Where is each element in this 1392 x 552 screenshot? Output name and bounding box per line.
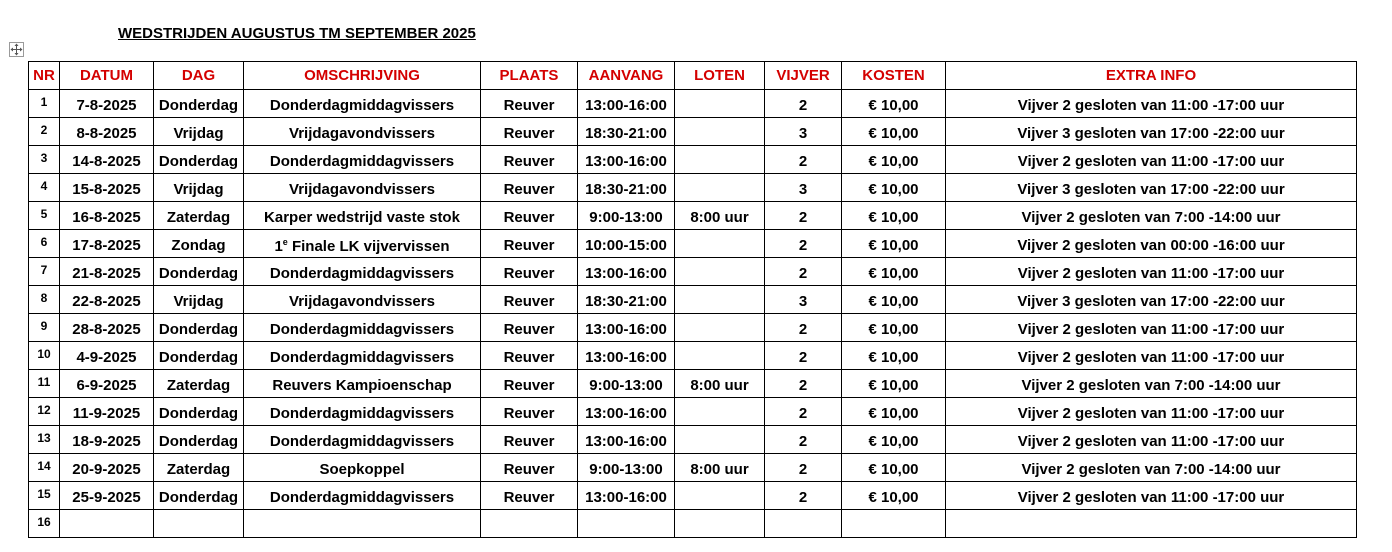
cell-datum[interactable]: 14-8-2025 <box>60 146 154 174</box>
cell-nr[interactable]: 11 <box>29 370 60 398</box>
cell-loten[interactable] <box>675 230 765 258</box>
cell-plaats[interactable]: Reuver <box>481 286 578 314</box>
cell-datum[interactable]: 11-9-2025 <box>60 398 154 426</box>
page-title: WEDSTRIJDEN AUGUSTUS TM SEPTEMBER 2025 <box>118 25 476 42</box>
cell-nr[interactable]: 8 <box>29 286 60 314</box>
cell-datum[interactable]: 21-8-2025 <box>60 258 154 286</box>
cell-omschrijving[interactable]: Donderdagmiddagvissers <box>244 90 481 118</box>
cell-aanvang[interactable]: 13:00-16:00 <box>578 90 675 118</box>
cell-extra-info[interactable]: Vijver 2 gesloten van 7:00 -14:00 uur <box>946 454 1357 482</box>
cell-datum[interactable]: 18-9-2025 <box>60 426 154 454</box>
cell-extra-info[interactable] <box>946 510 1357 538</box>
cell-aanvang[interactable]: 13:00-16:00 <box>578 314 675 342</box>
cell-loten[interactable] <box>675 510 765 538</box>
table-row <box>29 174 1357 202</box>
cell-loten[interactable] <box>675 426 765 454</box>
cell-loten[interactable] <box>675 342 765 370</box>
table-row <box>29 286 1357 314</box>
cell-omschrijving[interactable]: Reuvers Kampioenschap <box>244 370 481 398</box>
cell-loten[interactable]: 8:00 uur <box>675 454 765 482</box>
cell-kosten[interactable]: € 10,00 <box>842 286 946 314</box>
cell-dag[interactable]: Zaterdag <box>154 370 244 398</box>
cell-aanvang[interactable]: 13:00-16:00 <box>578 342 675 370</box>
cell-kosten[interactable]: € 10,00 <box>842 370 946 398</box>
cell-extra-info[interactable]: Vijver 2 gesloten van 11:00 -17:00 uur <box>946 314 1357 342</box>
cell-aanvang[interactable]: 18:30-21:00 <box>578 286 675 314</box>
cell-datum[interactable]: 7-8-2025 <box>60 90 154 118</box>
cell-vijver[interactable]: 2 <box>765 370 842 398</box>
cell-datum[interactable]: 15-8-2025 <box>60 174 154 202</box>
cell-omschrijving[interactable] <box>244 230 481 258</box>
cell-datum[interactable]: 25-9-2025 <box>60 482 154 510</box>
cell-vijver[interactable]: 3 <box>765 174 842 202</box>
cell-vijver[interactable]: 2 <box>765 202 842 230</box>
cell-datum[interactable] <box>60 510 154 538</box>
cell-vijver[interactable]: 3 <box>765 118 842 146</box>
cell-kosten[interactable] <box>842 510 946 538</box>
cell-nr[interactable]: 6 <box>29 230 60 258</box>
table-row <box>29 426 1357 454</box>
cell-aanvang[interactable]: 13:00-16:00 <box>578 146 675 174</box>
cell-nr[interactable]: 15 <box>29 482 60 510</box>
cell-omschrijving[interactable] <box>244 510 481 538</box>
cell-nr[interactable]: 5 <box>29 202 60 230</box>
cell-plaats[interactable]: Reuver <box>481 146 578 174</box>
cell-omschrijving[interactable]: Soepkoppel <box>244 454 481 482</box>
cell-aanvang[interactable]: 9:00-13:00 <box>578 202 675 230</box>
cell-datum[interactable]: 22-8-2025 <box>60 286 154 314</box>
cell-nr[interactable]: 14 <box>29 454 60 482</box>
cell-omschrijving[interactable]: Vrijdagavondvissers <box>244 286 481 314</box>
cell-aanvang[interactable]: 13:00-16:00 <box>578 426 675 454</box>
cell-aanvang[interactable]: 18:30-21:00 <box>578 118 675 146</box>
cell-extra-info[interactable]: Vijver 3 gesloten van 17:00 -22:00 uur <box>946 174 1357 202</box>
cell-loten[interactable]: 8:00 uur <box>675 370 765 398</box>
cell-dag[interactable]: Donderdag <box>154 258 244 286</box>
table-row <box>29 314 1357 342</box>
cell-dag[interactable]: Donderdag <box>154 146 244 174</box>
cell-kosten[interactable]: € 10,00 <box>842 174 946 202</box>
cell-loten[interactable] <box>675 482 765 510</box>
table-row <box>29 482 1357 510</box>
cell-kosten[interactable]: € 10,00 <box>842 118 946 146</box>
cell-plaats[interactable]: Reuver <box>481 314 578 342</box>
cell-dag[interactable]: Donderdag <box>154 482 244 510</box>
cell-vijver[interactable]: 2 <box>765 314 842 342</box>
cell-vijver[interactable]: 2 <box>765 342 842 370</box>
cell-extra-info[interactable]: Vijver 2 gesloten van 00:00 -16:00 uur <box>946 230 1357 258</box>
cell-aanvang[interactable]: 9:00-13:00 <box>578 454 675 482</box>
cell-aanvang[interactable]: 18:30-21:00 <box>578 174 675 202</box>
cell-plaats[interactable] <box>481 510 578 538</box>
cell-extra-info[interactable]: Vijver 2 gesloten van 11:00 -17:00 uur <box>946 482 1357 510</box>
cell-aanvang[interactable]: 10:00-15:00 <box>578 230 675 258</box>
cell-dag[interactable]: Donderdag <box>154 314 244 342</box>
cell-omschrijving[interactable]: Donderdagmiddagvissers <box>244 398 481 426</box>
cell-aanvang[interactable]: 13:00-16:00 <box>578 482 675 510</box>
table-row <box>29 370 1357 398</box>
column-header-loten: LOTEN <box>675 62 765 90</box>
cell-dag[interactable]: Vrijdag <box>154 118 244 146</box>
cell-kosten[interactable]: € 10,00 <box>842 230 946 258</box>
cell-datum[interactable]: 17-8-2025 <box>60 230 154 258</box>
cell-omschrijving[interactable]: Donderdagmiddagvissers <box>244 482 481 510</box>
cell-plaats[interactable]: Reuver <box>481 258 578 286</box>
cell-plaats[interactable]: Reuver <box>481 426 578 454</box>
cell-plaats[interactable]: Reuver <box>481 342 578 370</box>
cell-extra-info[interactable]: Vijver 2 gesloten van 7:00 -14:00 uur <box>946 370 1357 398</box>
column-header-omschrijving: OMSCHRIJVING <box>244 62 481 90</box>
cell-kosten[interactable]: € 10,00 <box>842 482 946 510</box>
cell-plaats[interactable]: Reuver <box>481 482 578 510</box>
cell-omschrijving[interactable]: Donderdagmiddagvissers <box>244 342 481 370</box>
cell-nr[interactable]: 4 <box>29 174 60 202</box>
cell-datum[interactable]: 8-8-2025 <box>60 118 154 146</box>
cell-dag[interactable]: Zondag <box>154 230 244 258</box>
table-move-handle-icon[interactable] <box>9 42 24 57</box>
cell-loten[interactable] <box>675 174 765 202</box>
cell-extra-info[interactable]: Vijver 3 gesloten van 17:00 -22:00 uur <box>946 286 1357 314</box>
cell-dag[interactable]: Zaterdag <box>154 202 244 230</box>
table-row <box>29 146 1357 174</box>
column-header-datum: DATUM <box>60 62 154 90</box>
cell-dag[interactable]: Vrijdag <box>154 174 244 202</box>
cell-aanvang[interactable]: 9:00-13:00 <box>578 370 675 398</box>
table-row <box>29 454 1357 482</box>
cell-extra-info[interactable]: Vijver 3 gesloten van 17:00 -22:00 uur <box>946 118 1357 146</box>
cell-loten[interactable] <box>675 286 765 314</box>
cell-nr[interactable]: 2 <box>29 118 60 146</box>
cell-dag[interactable]: Donderdag <box>154 398 244 426</box>
cell-nr[interactable]: 9 <box>29 314 60 342</box>
cell-loten[interactable] <box>675 90 765 118</box>
cell-vijver[interactable]: 2 <box>765 454 842 482</box>
cell-vijver[interactable]: 2 <box>765 90 842 118</box>
cell-nr[interactable]: 12 <box>29 398 60 426</box>
cell-dag[interactable] <box>154 510 244 538</box>
cell-vijver[interactable]: 2 <box>765 230 842 258</box>
cell-nr[interactable]: 10 <box>29 342 60 370</box>
cell-dag[interactable]: Donderdag <box>154 426 244 454</box>
cell-aanvang[interactable]: 13:00-16:00 <box>578 398 675 426</box>
cell-vijver[interactable]: 2 <box>765 482 842 510</box>
cell-vijver[interactable]: 2 <box>765 398 842 426</box>
cell-datum[interactable]: 6-9-2025 <box>60 370 154 398</box>
cell-extra-info[interactable]: Vijver 2 gesloten van 11:00 -17:00 uur <box>946 258 1357 286</box>
cell-nr[interactable]: 7 <box>29 258 60 286</box>
cell-datum[interactable]: 4-9-2025 <box>60 342 154 370</box>
cell-dag[interactable]: Zaterdag <box>154 454 244 482</box>
cell-datum[interactable]: 20-9-2025 <box>60 454 154 482</box>
cell-plaats[interactable]: Reuver <box>481 398 578 426</box>
table-row <box>29 230 1357 258</box>
column-header-vijver: VIJVER <box>765 62 842 90</box>
cell-extra-info[interactable]: Vijver 2 gesloten van 11:00 -17:00 uur <box>946 398 1357 426</box>
cell-vijver[interactable] <box>765 510 842 538</box>
table-row <box>29 258 1357 286</box>
cell-plaats[interactable]: Reuver <box>481 174 578 202</box>
cell-loten[interactable]: 8:00 uur <box>675 202 765 230</box>
table-row <box>29 202 1357 230</box>
column-header-kosten: KOSTEN <box>842 62 946 90</box>
cell-extra-info[interactable]: Vijver 2 gesloten van 11:00 -17:00 uur <box>946 146 1357 174</box>
cell-plaats[interactable]: Reuver <box>481 90 578 118</box>
cell-loten[interactable] <box>675 398 765 426</box>
table-row <box>29 510 1357 538</box>
cell-omschrijving[interactable]: Donderdagmiddagvissers <box>244 314 481 342</box>
cell-kosten[interactable]: € 10,00 <box>842 342 946 370</box>
cell-plaats[interactable]: Reuver <box>481 370 578 398</box>
cell-kosten[interactable]: € 10,00 <box>842 258 946 286</box>
ordinal-suffix: e <box>282 236 288 247</box>
cell-extra-info[interactable]: Vijver 2 gesloten van 7:00 -14:00 uur <box>946 202 1357 230</box>
cell-omschrijving[interactable]: Vrijdagavondvissers <box>244 174 481 202</box>
table-row <box>29 342 1357 370</box>
cell-vijver[interactable]: 2 <box>765 426 842 454</box>
cell-extra-info[interactable]: Vijver 2 gesloten van 11:00 -17:00 uur <box>946 426 1357 454</box>
description-text: Finale LK vijvervissen <box>287 237 450 255</box>
table-header-row <box>29 62 1357 90</box>
cell-kosten[interactable]: € 10,00 <box>842 426 946 454</box>
cell-nr[interactable]: 3 <box>29 146 60 174</box>
cell-dag[interactable]: Donderdag <box>154 90 244 118</box>
cell-vijver[interactable]: 2 <box>765 146 842 174</box>
cell-plaats[interactable]: Reuver <box>481 230 578 258</box>
cell-datum[interactable]: 28-8-2025 <box>60 314 154 342</box>
cell-nr[interactable]: 13 <box>29 426 60 454</box>
cell-aanvang[interactable]: 13:00-16:00 <box>578 258 675 286</box>
cell-omschrijving[interactable]: Donderdagmiddagvissers <box>244 146 481 174</box>
cell-dag[interactable]: Donderdag <box>154 342 244 370</box>
cell-kosten[interactable]: € 10,00 <box>842 90 946 118</box>
cell-omschrijving[interactable]: Karper wedstrijd vaste stok <box>244 202 481 230</box>
cell-extra-info[interactable]: Vijver 2 gesloten van 11:00 -17:00 uur <box>946 90 1357 118</box>
cell-loten[interactable] <box>675 258 765 286</box>
table-row <box>29 118 1357 146</box>
cell-datum[interactable]: 16-8-2025 <box>60 202 154 230</box>
cell-vijver[interactable]: 3 <box>765 286 842 314</box>
cell-loten[interactable] <box>675 314 765 342</box>
table-row <box>29 398 1357 426</box>
ordinal-number: 1 <box>274 237 283 255</box>
cell-extra-info[interactable]: Vijver 2 gesloten van 11:00 -17:00 uur <box>946 342 1357 370</box>
cell-dag[interactable]: Vrijdag <box>154 286 244 314</box>
cell-omschrijving[interactable]: Donderdagmiddagvissers <box>244 258 481 286</box>
cell-kosten[interactable]: € 10,00 <box>842 146 946 174</box>
cell-kosten[interactable]: € 10,00 <box>842 398 946 426</box>
column-header-plaats: PLAATS <box>481 62 578 90</box>
schedule-table <box>28 61 1357 538</box>
cell-plaats[interactable]: Reuver <box>481 202 578 230</box>
cell-kosten[interactable]: € 10,00 <box>842 202 946 230</box>
cell-loten[interactable] <box>675 118 765 146</box>
cell-plaats[interactable]: Reuver <box>481 454 578 482</box>
cell-vijver[interactable]: 2 <box>765 258 842 286</box>
cell-loten[interactable] <box>675 146 765 174</box>
cell-nr[interactable]: 1 <box>29 90 60 118</box>
column-header-extra-info: EXTRA INFO <box>946 62 1357 90</box>
cell-plaats[interactable]: Reuver <box>481 118 578 146</box>
column-header-dag: DAG <box>154 62 244 90</box>
column-header-nr: NR <box>29 62 60 90</box>
cell-kosten[interactable]: € 10,00 <box>842 454 946 482</box>
table-row <box>29 90 1357 118</box>
cell-omschrijving[interactable]: Vrijdagavondvissers <box>244 118 481 146</box>
cell-nr[interactable]: 16 <box>29 510 60 538</box>
column-header-aanvang: AANVANG <box>578 62 675 90</box>
cell-aanvang[interactable] <box>578 510 675 538</box>
cell-kosten[interactable]: € 10,00 <box>842 314 946 342</box>
cell-omschrijving[interactable]: Donderdagmiddagvissers <box>244 426 481 454</box>
